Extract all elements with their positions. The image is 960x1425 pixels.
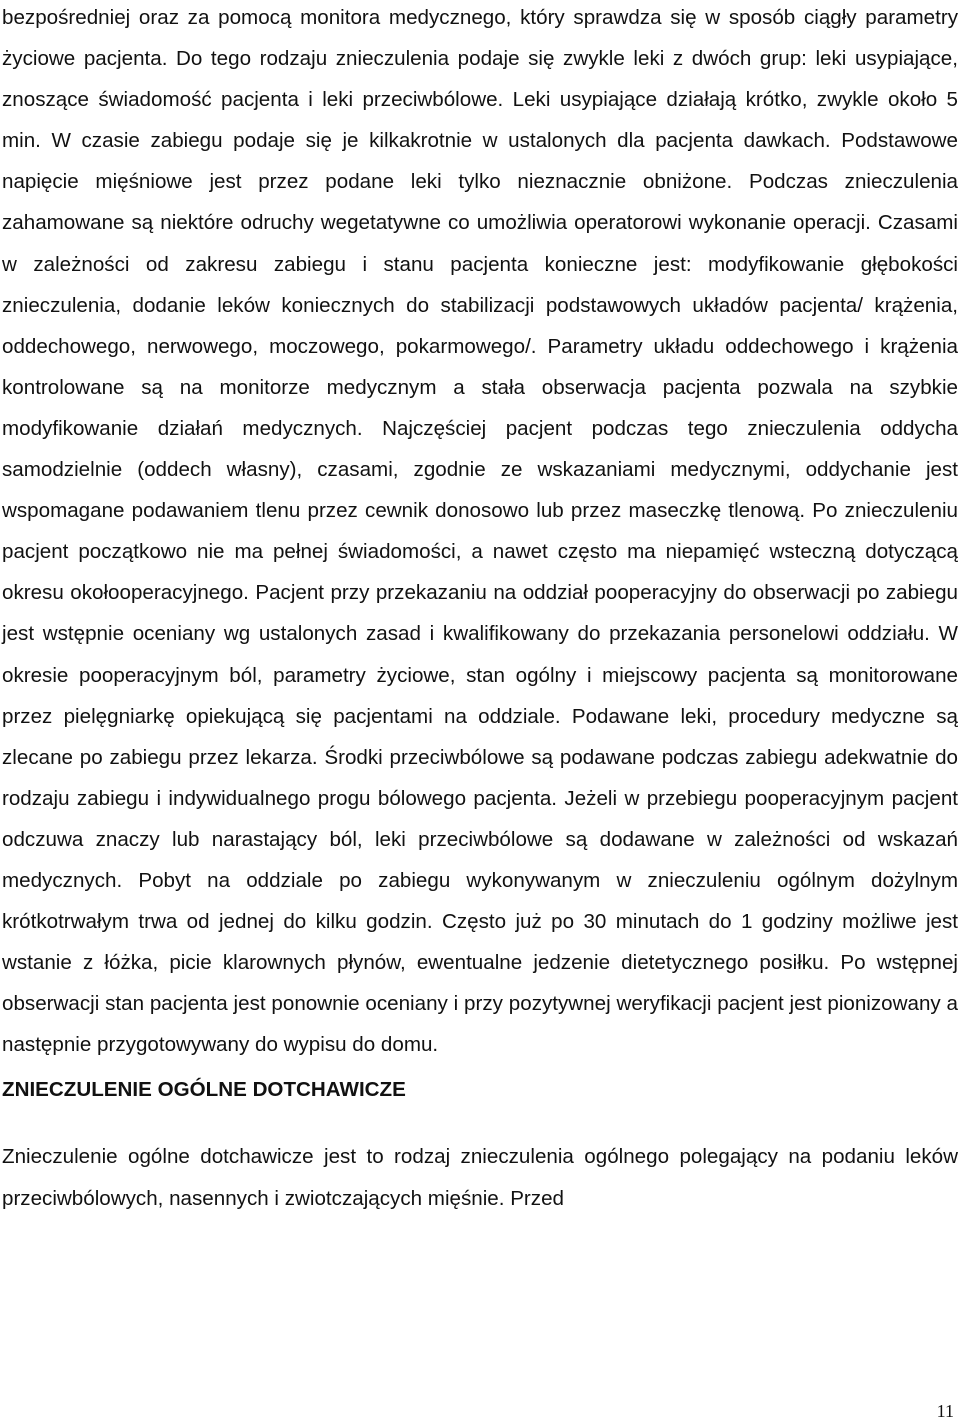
body-paragraph-2: Znieczulenie ogólne dotchawicze jest to rodzaj znieczulenia ogólnego polegający na podaniu leków przeciwbólowych, nasennych i zwiotczających mięśnie. Przed	[2, 1145, 958, 1210]
page-number: 11	[936, 1401, 954, 1421]
section-heading: ZNIECZULENIE OGÓLNE DOTCHAWICZE	[2, 1078, 406, 1102]
document-page	[2, 0, 958, 1219]
body-paragraph-1: bezpośredniej oraz za pomocą monitora medycznego, który sprawdza się w sposób ciągły parametry życiowe pacjenta. Do tego rodzaju znieczulenia podaje się zwykle leki z dwóch grup: leki usypiające, znoszące świadomość pacjenta i leki przeciwbólowe. Leki usypiające działają krótko, zwykle około 5 min. W czasie zabiegu podaje się je kilkakrotnie w ustalonych dla pacjenta dawkach. Podstawowe napięcie mięśniowe jest przez podane leki tylko nieznacznie obniżone. Podczas znieczulenia zahamowane są niektóre odruchy wegetatywne co umożliwia operatorowi wykonanie operacji. Czasami w zależności od zakresu zabiegu i stanu pacjenta konieczne jest: modyfikowanie głębokości znieczulenia, dodanie leków koniecznych do stabilizacji podstawowych układów pacjenta/ krążenia, oddechowego, nerwowego, moczowego, pokarmowego/. Parametry układu oddechowego i krążenia kontrolowane są na monitorze medycznym a stała obserwacja pacjenta pozwala na szybkie modyfikowanie działań medycznych. Najczęściej pacjent podczas tego znieczulenia oddycha samodzielnie (oddech własny), czasami, zgodnie ze wskazaniami medycznymi, oddychanie jest wspomagane podawaniem tlenu przez cewnik donosowo lub przez maseczkę tlenową. Po znieczuleniu pacjent początkowo nie ma pełnej świadomości, a nawet często ma niepamięć wsteczną dotyczącą okresu okołooperacyjnego. Pacjent przy przekazaniu na oddział pooperacyjny do obserwacji po zabiegu jest wstępnie oceniany wg ustalonych zasad i kwalifikowany do przekazania personelowi oddziału. W okresie pooperacyjnym ból, parametry życiowe, stan ogólny i miejscowy pacjenta są monitorowane przez pielęgniarkę opiekującą się pacjentami na oddziale. Podawane leki, procedury medyczne są zlecane po zabiegu przez lekarza. Środki przeciwbólowe są podawane podczas zabiegu adekwatnie do rodzaju zabiegu i indywidualnego progu bólowego pacjenta. Jeżeli w przebiegu pooperacyjnym pacjent odczuwa znaczy lub narastający ból, leki przeciwbólowe są dodawane w zależności od wskazań medycznych. Pobyt na oddziale po zabiegu wykonywanym w znieczuleniu ogólnym dożylnym krótkotrwałym trwa od jednej do kilku godzin. Często już po 30 minutach do 1 godziny możliwe jest wstanie z łóżka, picie klarownych płynów, ewentualne jedzenie dietetycznego posiłku. Po wstępnej obserwacji stan pacjenta jest ponownie oceniany i przy pozytywnej weryfikacji pacjent jest pionizowany a następnie przygotowywany do wypisu do domu.	[2, 6, 958, 1057]
